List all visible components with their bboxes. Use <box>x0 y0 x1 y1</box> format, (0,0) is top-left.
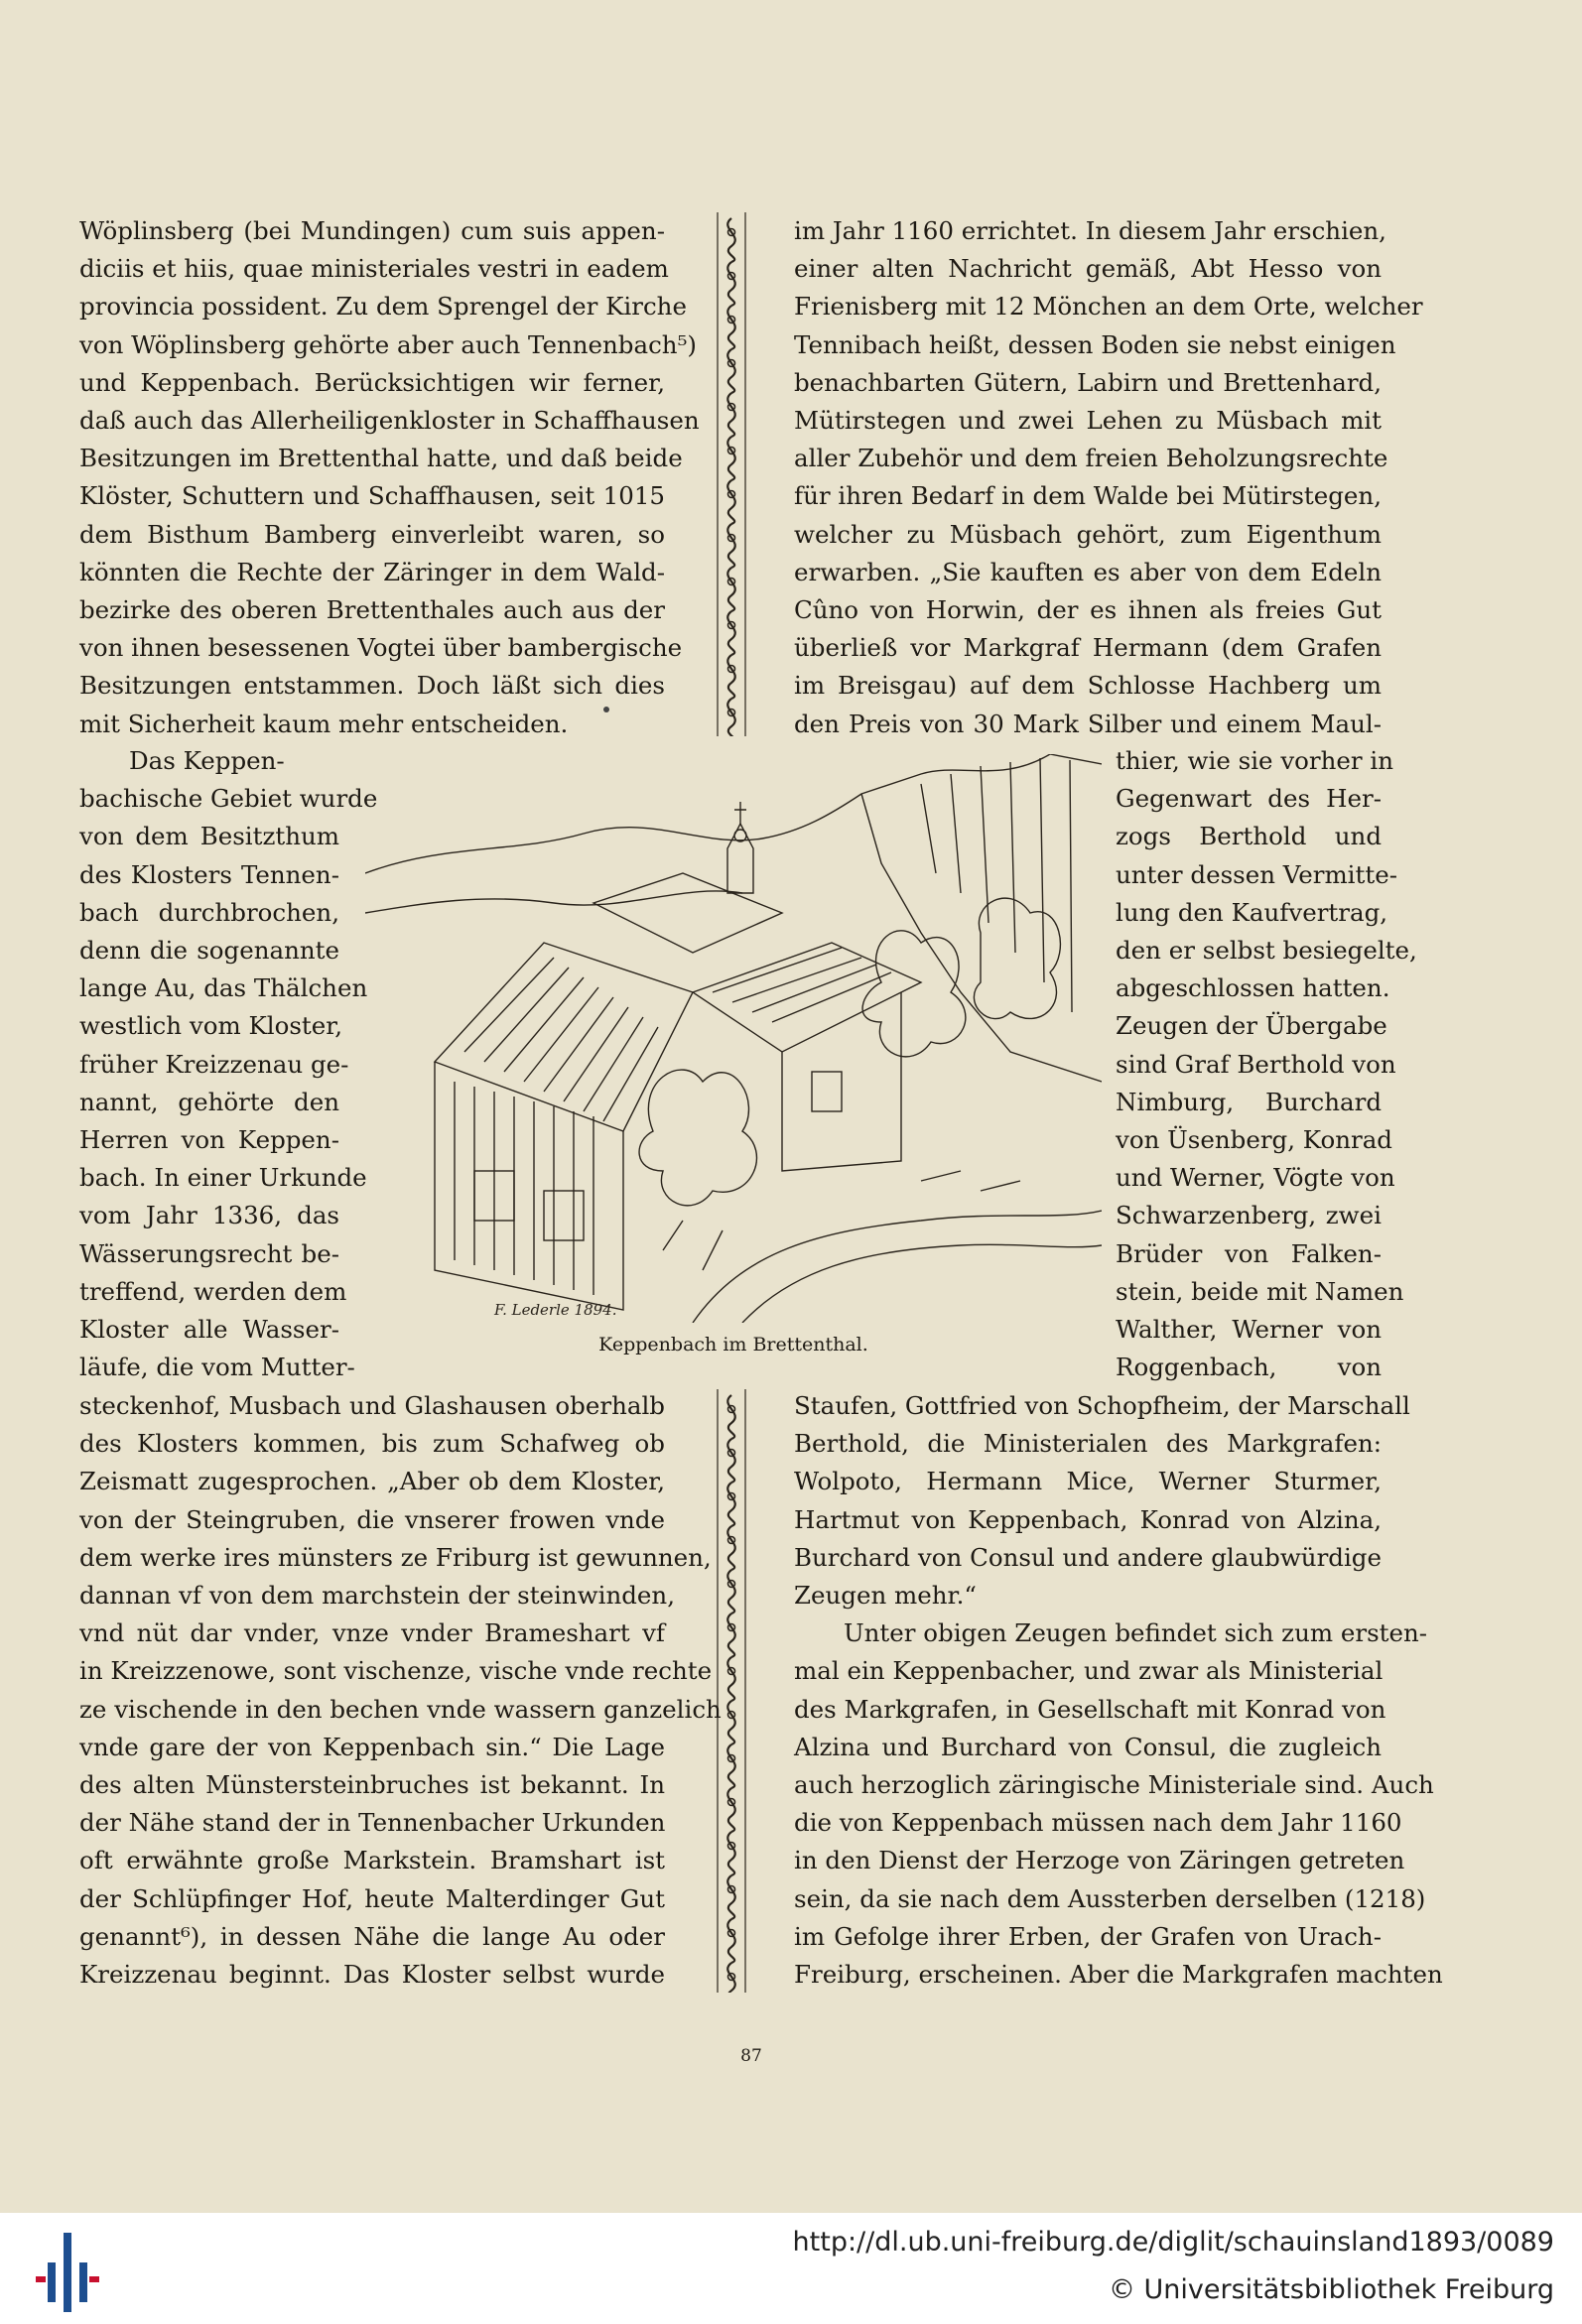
text-line: lange Au, das Thälchen <box>79 973 368 1003</box>
ornament-loop <box>727 349 735 393</box>
text-line: Wolpoto, Hermann Mice, Werner Sturmer, <box>794 1467 1382 1496</box>
text-line: provincia possident. Zu dem Sprengel der Kirche <box>79 292 687 322</box>
text-line: dannan vf von dem marchstein der steinwinden, <box>79 1581 675 1611</box>
text-line: Besitzungen entstammen. Doch läßt sich dies <box>79 671 665 701</box>
text-line: Unter obigen Zeugen befindet sich zum ersten- <box>844 1618 1428 1648</box>
text-line: der Nähe stand der in Tennenbacher Urkunden <box>79 1808 666 1838</box>
ornament-loop <box>727 524 735 568</box>
text-line: Zeugen mehr.“ <box>794 1581 977 1611</box>
text-line: bach durchbrochen, <box>79 897 339 927</box>
text-line: thier, wie sie vorher in <box>1116 746 1394 775</box>
text-line: von der Steingruben, die vnserer frowen vnde <box>79 1504 665 1534</box>
text-line: in den Dienst der Herzoge von Zäringen getreten <box>794 1846 1405 1875</box>
text-line: überließ vor Markgraf Hermann (dem Grafen <box>794 633 1382 663</box>
text-line: in Kreizzenowe, sont vischenze, vische vnde rechte <box>79 1656 713 1686</box>
ornament-loop <box>727 1483 735 1526</box>
text-line: zogs Berthold und <box>1116 822 1382 851</box>
ornament-loop <box>727 1701 735 1744</box>
text-line: vom Jahr 1336, das <box>79 1201 339 1230</box>
text-line: sind Graf Berthold von <box>1116 1049 1396 1079</box>
text-line: treffend, werden dem <box>79 1276 347 1306</box>
text-line: Besitzungen im Brettenthal hatte, und daß beide <box>79 444 683 473</box>
text-line: Cûno von Horwin, der es ihnen als freies Gut <box>794 595 1382 625</box>
left-column-top <box>79 212 700 743</box>
text-line: Berthold, die Ministerialen des Markgrafen: <box>794 1429 1382 1459</box>
ornament-loop <box>727 393 735 437</box>
keppenbach-illustration <box>365 754 1102 1323</box>
text-line: vnde gare der von Keppenbach sin.“ Die Lage <box>79 1732 665 1761</box>
text-line: Schwarzenberg, zwei <box>1116 1201 1382 1230</box>
text-line: Frienisberg mit 12 Mönchen an dem Orte, welcher <box>794 292 1423 322</box>
figure-caption: Keppenbach im Brettenthal. <box>598 1334 868 1356</box>
text-line: lung den Kaufvertrag, <box>1116 897 1388 927</box>
text-line: westlich vom Kloster, <box>79 1011 343 1041</box>
ornament-loop <box>727 262 735 306</box>
text-line: unter dessen Vermitte- <box>1116 859 1397 889</box>
text-line: Brüder von Falken- <box>1116 1238 1382 1268</box>
text-line: aller Zubehör und dem freien Beholzungsrechte <box>794 444 1388 473</box>
text-line: Das Keppen- <box>129 746 285 775</box>
text-line: Kreizzenau beginnt. Das Kloster selbst wurde <box>79 1960 665 1990</box>
ornament-loop <box>727 568 735 611</box>
text-line: abgeschlossen hatten. <box>1116 973 1390 1003</box>
text-line: Roggenbach, von <box>1116 1353 1382 1382</box>
text-line: des Klosters kommen, bis zum Schafweg ob <box>79 1429 665 1459</box>
ornament-divider-top <box>715 212 748 736</box>
text-line: einer alten Nachricht gemäß, Abt Hesso von <box>794 254 1382 284</box>
ornament-loop <box>727 1395 735 1439</box>
text-line: Zeugen der Übergabe <box>1116 1011 1387 1041</box>
text-line: im Gefolge ihrer Erben, der Grafen von Urach- <box>794 1921 1382 1951</box>
text-line: sein, da sie nach dem Aussterben derselben (1218) <box>794 1883 1426 1913</box>
text-line: könnten die Rechte der Zäringer in dem Wald- <box>79 557 665 586</box>
ornament-loop <box>727 437 735 480</box>
text-line: Klöster, Schuttern und Schaffhausen, seit 1015 <box>79 481 665 511</box>
copyright-text: © Universitätsbibliothek Freiburg <box>1108 2274 1554 2305</box>
ink-speck <box>603 707 609 712</box>
text-line: nannt, gehörte den <box>79 1087 339 1116</box>
text-line: Staufen, Gottfried von Schopfheim, der Marschall <box>794 1391 1410 1420</box>
ornament-loop <box>727 1439 735 1483</box>
figure-signature: F. Lederle 1894. <box>494 1301 617 1319</box>
ornament-loop <box>727 1570 735 1614</box>
text-line: des Markgrafen, in Gesellschaft mit Konrad von <box>794 1694 1386 1724</box>
text-line: mal ein Keppenbacher, und zwar als Ministerial <box>794 1656 1384 1686</box>
text-line: früher Kreizzenau ge- <box>79 1049 349 1079</box>
text-line: und Werner, Vögte von <box>1116 1163 1395 1193</box>
text-line: Gegenwart des Her- <box>1116 784 1382 814</box>
text-line: genannt⁶), in dessen Nähe die lange Au oder <box>79 1921 665 1951</box>
text-line: für ihren Bedarf in dem Walde bei Mütirstegen, <box>794 481 1382 511</box>
text-line: und Keppenbach. Berücksichtigen wir ferner, <box>79 367 665 397</box>
ornament-loop <box>727 1744 735 1788</box>
text-line: ze vischende in den bechen vnde wassern ganzelich <box>79 1694 722 1724</box>
ornament-loop <box>727 655 735 699</box>
text-line: Wässerungsrecht be- <box>79 1238 339 1268</box>
text-line: Hartmut von Keppenbach, Konrad von Alzina, <box>794 1504 1382 1534</box>
ornament-loop <box>727 699 735 736</box>
ornament-loop <box>727 611 735 655</box>
ornament-loop <box>727 218 735 262</box>
text-line: Tennibach heißt, dessen Boden sie nebst einigen <box>794 329 1396 359</box>
text-line: stein, beide mit Namen <box>1116 1276 1404 1306</box>
text-line: den er selbst besiegelte, <box>1116 936 1417 966</box>
ub-freiburg-logo-icon <box>36 2233 99 2312</box>
text-line: mit Sicherheit kaum mehr entscheiden. <box>79 709 569 738</box>
ornament-loop <box>727 1919 735 1963</box>
text-line: den Preis von 30 Mark Silber und einem Maul- <box>794 709 1382 738</box>
footer-bar <box>0 2213 1582 2324</box>
text-line: von Wöplinsberg gehörte aber auch Tennenbach⁵) <box>79 329 697 359</box>
text-line: auch herzoglich zäringische Ministeriale sind. Auch <box>794 1770 1434 1800</box>
text-line: Mütirstegen und zwei Lehen zu Müsbach mit <box>794 406 1382 436</box>
text-line: Nimburg, Burchard <box>1116 1087 1382 1116</box>
text-line: erwarben. „Sie kauften es aber von dem Edeln <box>794 557 1382 586</box>
text-line: benachbarten Gütern, Labirn und Brettenhard, <box>794 367 1382 397</box>
ornament-loop <box>727 1832 735 1875</box>
text-line: im Jahr 1160 errichtet. In diesem Jahr erschien, <box>794 216 1386 245</box>
text-line: die von Keppenbach müssen nach dem Jahr 1160 <box>794 1808 1402 1838</box>
text-line: im Breisgau) auf dem Schlosse Hachberg um <box>794 671 1382 701</box>
text-line: welcher zu Müsbach gehört, zum Eigenthum <box>794 519 1382 549</box>
text-line: Wöplinsberg (bei Mundingen) cum suis appen- <box>79 216 665 245</box>
ornament-loop <box>727 480 735 524</box>
text-line: Freiburg, erscheinen. Aber die Markgrafen machten <box>794 1960 1443 1990</box>
text-line: dem Bisthum Bamberg einverleibt waren, so <box>79 519 665 549</box>
text-line: Walther, Werner von <box>1116 1315 1382 1345</box>
text-line: von ihnen besessenen Vogtei über bambergische <box>79 633 683 663</box>
text-line: Herren von Keppen- <box>79 1125 339 1155</box>
text-line: steckenhof, Musbach und Glashausen oberhalb <box>79 1391 665 1420</box>
text-line: Burchard von Consul und andere glaubwürdige <box>794 1542 1382 1572</box>
source-url-link[interactable]: http://dl.ub.uni-freiburg.de/diglit/schauinsland1893/0089 <box>792 2227 1554 2258</box>
text-line: bezirke des oberen Brettenthales auch aus der <box>79 595 665 625</box>
ornament-loop <box>727 306 735 349</box>
text-line: diciis et hiis, quae ministeriales vestri in eadem <box>79 254 669 284</box>
text-line: Alzina und Burchard von Consul, die zugleich <box>794 1732 1382 1761</box>
ornament-loop <box>727 1657 735 1701</box>
text-line: bach. In einer Urkunde <box>79 1163 367 1193</box>
text-line: daß auch das Allerheiligenkloster in Schaffhausen <box>79 406 700 436</box>
text-line: dem werke ires münsters ze Friburg ist gewunnen, <box>79 1542 712 1572</box>
right-column-wrap <box>1116 742 1417 1386</box>
left-column-wrap <box>79 742 378 1386</box>
right-column-bottom <box>794 1387 1443 1994</box>
text-line: des Klosters Tennen- <box>79 859 339 889</box>
ornament-loop <box>727 1875 735 1919</box>
left-column-bottom <box>79 1387 722 1994</box>
text-line: Zeismatt zugesprochen. „Aber ob dem Kloster, <box>79 1467 665 1496</box>
text-line: läufe, die vom Mutter- <box>79 1353 355 1382</box>
text-line: denn die sogenannte <box>79 936 339 966</box>
ornament-loop <box>727 1788 735 1832</box>
right-column-top <box>794 212 1423 743</box>
text-line: von Üsenberg, Konrad <box>1116 1125 1392 1155</box>
text-line: vnd nüt dar vnder, vnze vnder Brameshart vf <box>79 1618 665 1648</box>
text-line: von dem Besitzthum <box>79 822 339 851</box>
ornament-loop <box>727 1614 735 1657</box>
text-line: des alten Münstersteinbruches ist bekannt. In <box>79 1770 665 1800</box>
text-line: Kloster alle Wasser- <box>79 1315 339 1345</box>
text-line: der Schlüpfinger Hof, heute Malterdinger Gut <box>79 1883 665 1913</box>
ornament-loop <box>727 1526 735 1570</box>
text-line: oft erwähnte große Markstein. Bramshart ist <box>79 1846 665 1875</box>
ornament-divider-bottom <box>715 1389 748 1993</box>
page-number: 87 <box>740 2046 762 2066</box>
text-line: bachische Gebiet wurde <box>79 784 378 814</box>
